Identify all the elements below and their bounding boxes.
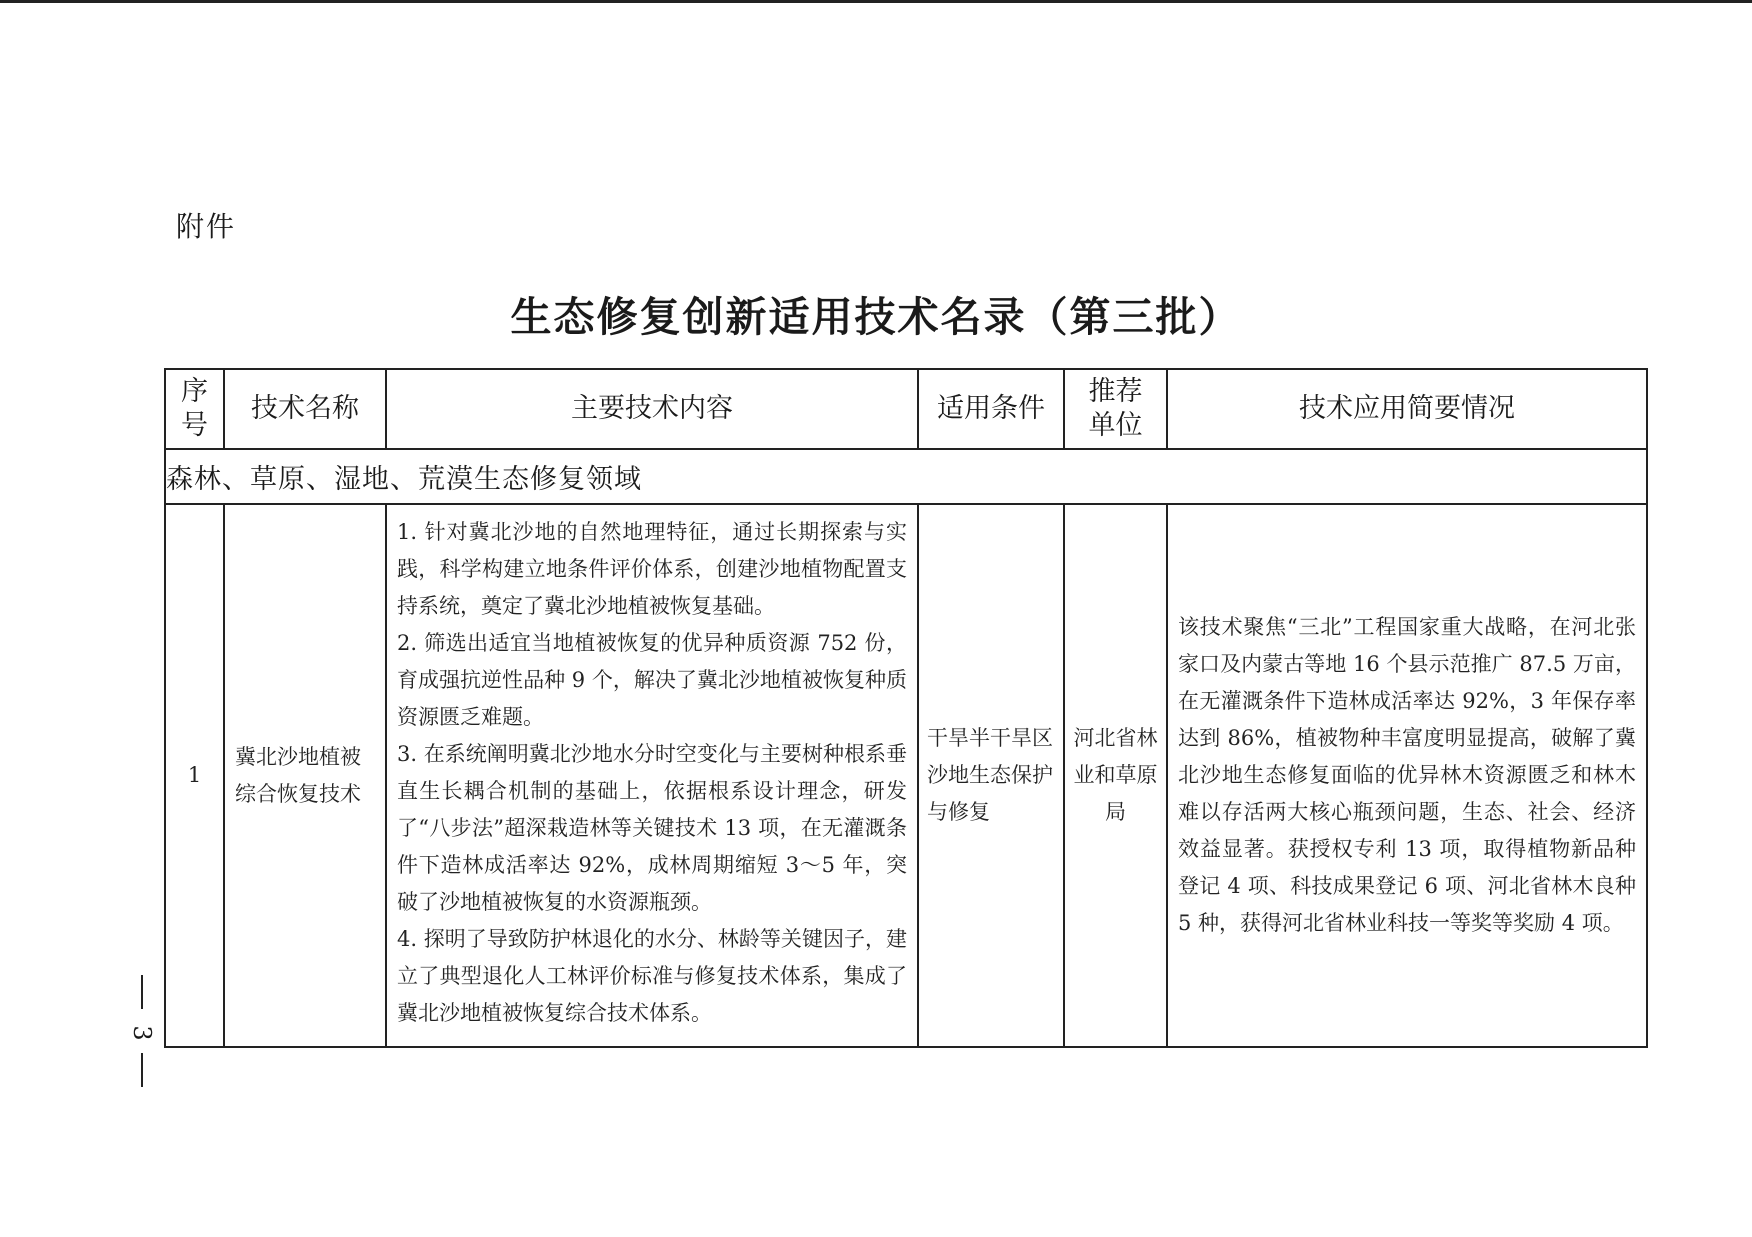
section-row — [165, 449, 1647, 504]
page-dash-bottom — [141, 1053, 143, 1087]
header-unit: 推荐单位 — [1064, 369, 1167, 449]
application-summary: 该技术聚焦“三北”工程国家重大战略，在河北张家口及内蒙古等地 16 个县示范推广 87.5 万亩，在无灌溉条件下造林成活率达 92%，3 年保存率达到 86%，植被物种丰富度明显提高，破解了冀北沙地生态修复面临的优异林木资源匮乏和林木难以存活两大核心瓶颈问题，生态、社会、经济效益显著。获授权专利 13 项，取得植物新品种登记 4 项、科技成果登记 6 项、河北省林木良种 5 种，获得河北省林业科技一等奖等奖励 4 项。 — [1167, 504, 1647, 1047]
recommending-unit: 河北省林业和草原局 — [1064, 504, 1167, 1047]
header-name: 技术名称 — [224, 369, 386, 449]
page-dash-top — [141, 975, 143, 1009]
section-title: 森林、草原、湿地、荒漠生态修复领域 — [165, 449, 1647, 504]
page-number-marker — [128, 975, 156, 1087]
header-row — [165, 369, 1647, 449]
technology-name: 冀北沙地植被综合恢复技术 — [224, 504, 386, 1047]
content-item: 1. 针对冀北沙地的自然地理特征，通过长期探索与实践，科学构建立地条件评价体系，创建沙地植物配置支持系统，奠定了冀北沙地植被恢复基础。 — [397, 519, 907, 618]
header-summary: 技术应用简要情况 — [1167, 369, 1647, 449]
page-number: 3 — [128, 1025, 156, 1041]
document-title: 生态修复创新适用技术名录（第三批） — [510, 293, 1242, 341]
top-border-line — [0, 0, 1752, 3]
content-item: 3. 在系统阐明冀北沙地水分时空变化与主要树种根系垂直生长耦合机制的基础上，依据根系设计理念，研发了“八步法”超深栽造林等关键技术 13 项，在无灌溉条件下造林成活率达 92%，成林周期缩短 3～5 年，突破了沙地植被恢复的水资源瓶颈。 — [397, 741, 907, 914]
content-item: 4. 探明了导致防护林退化的水分、林龄等关键因子，建立了典型退化人工林评价标准与修复技术体系，集成了冀北沙地植被恢复综合技术体系。 — [397, 926, 907, 1025]
row-index: 1 — [165, 504, 224, 1047]
header-content: 主要技术内容 — [386, 369, 918, 449]
attachment-label: 附件 — [176, 210, 237, 243]
technology-catalog-table — [164, 368, 1648, 1048]
applicable-condition: 干旱半干旱区沙地生态保护与修复 — [918, 504, 1064, 1047]
table-row — [165, 504, 1647, 1047]
technology-content — [386, 504, 918, 1047]
header-index: 序号 — [165, 369, 224, 449]
header-condition: 适用条件 — [918, 369, 1064, 449]
content-item: 2. 筛选出适宜当地植被恢复的优异种质资源 752 份，育成强抗逆性品种 9 个，解决了冀北沙地植被恢复种质资源匮乏难题。 — [397, 630, 907, 729]
